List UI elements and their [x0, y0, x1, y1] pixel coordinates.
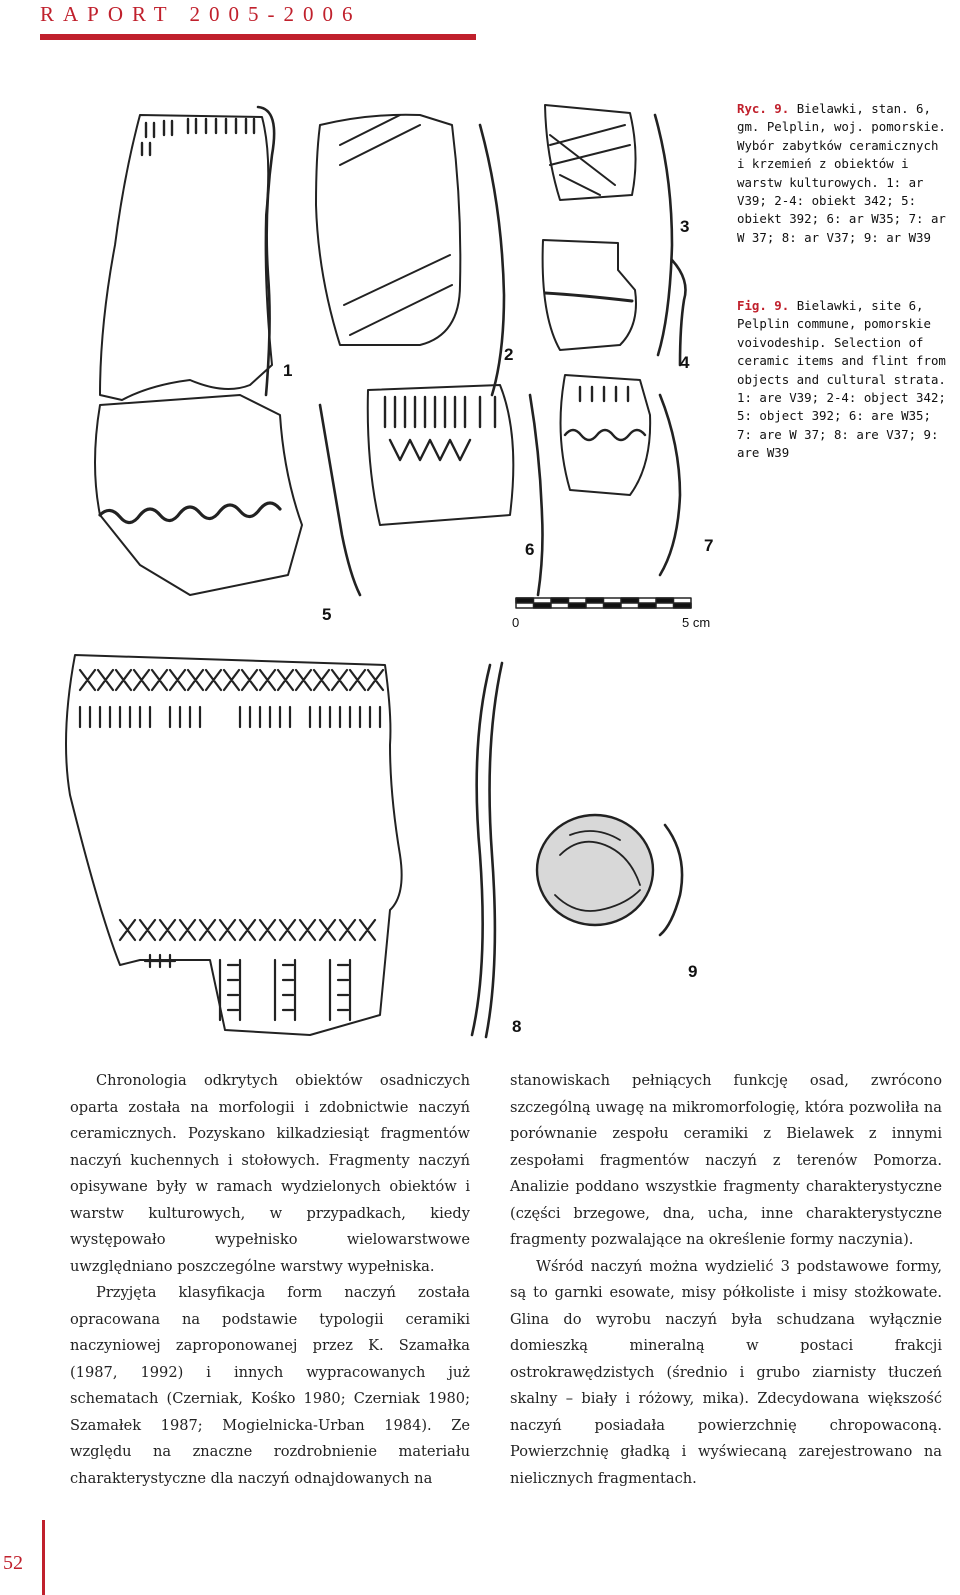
sherd-2-drawing: [316, 115, 504, 395]
figure-number-2: 2: [504, 345, 514, 364]
figure-number-1: 1: [283, 361, 293, 380]
caption-english-label: Fig. 9.: [737, 298, 790, 313]
sherd-3-drawing: [545, 105, 672, 355]
body-left-column: [70, 1068, 470, 1492]
sherd-4-drawing: [543, 240, 686, 365]
figure-number-6: 6: [525, 540, 535, 559]
body-right-column: [510, 1068, 942, 1492]
paragraph: Chronologia odkrytych obiektów osadniczych oparta została na morfologii i zdobnictwie naczyń ceramicznych. Pozyskano kilkadziesiąt fragmentów naczyń kuchennych i stołowych. Fragmenty naczyń opisywane były w ramach wydzielonych obiektów i warstw kulturowych, w przypadkach, kiedy występowało wypełnisko wielowarstwowe uwzględniano poszczególne warstwy wypełniska.: [70, 1072, 470, 1275]
figure-number-4: 4: [680, 353, 690, 372]
sherd-1-drawing: [100, 107, 274, 400]
sherd-7-drawing: [561, 375, 680, 575]
figure-number-5: 5: [322, 605, 332, 624]
scale-bar: [516, 598, 691, 608]
caption-english: [737, 297, 952, 463]
sherd-6-drawing: [368, 385, 543, 595]
figure-number-8: 8: [512, 1017, 522, 1036]
figure-number-9: 9: [688, 962, 698, 981]
paragraph: Przyjęta klasyfikacja form naczyń została opracowana na podstawie typologii ceramiki naczyniowej zaproponowanej przez K. Szamałka (1987, 1992) i innych wypracowanych już schematach (Czerniak, Kośko 1980; Czerniak 1980; Szamałek 1987; Mogielnicka-Urban 1984). Ze względu na znaczne rozdrobnienie materiału charakterystyczne dla naczyń odnajdowanych na: [70, 1284, 470, 1487]
header-rule: [40, 34, 476, 40]
figure-number-3: 3: [680, 217, 690, 236]
sherd-8-drawing: [66, 655, 502, 1037]
scale-end-label: 5 cm: [682, 615, 711, 630]
page-number-rule: [42, 1520, 45, 1595]
page-number: 52: [3, 1552, 23, 1574]
caption-english-text: Bielawki, site 6, Pelplin commune, pomorskie voivodeship. Selection of ceramic items and flint from objects and cultural strata. 1: are V39; 2-4: object 342; 5: object 392; 6: are W35; 7: are W 37; 8: are V37; 9: are W39: [737, 298, 946, 461]
running-header: RAPORT 2005-2006: [40, 2, 362, 26]
figure-number-7: 7: [704, 536, 714, 555]
scale-start-label: 0: [512, 615, 520, 630]
paragraph: stanowiskach pełniących funkcję osad, zwrócono szczególną uwagę na mikromorfologię, która pozwoliła na porównanie zespołu ceramiki z Bielawek z innymi zespołami fragmentów naczyń z terenów Pomorza. Analizie poddano wszystkie fragmenty charakterystyczne (części brzegowe, dna, ucha, inne charakterystyczne fragmenty pozwalające na określenie formy naczynia).: [510, 1072, 942, 1248]
sherd-5-drawing: [95, 395, 360, 595]
caption-polish: [737, 100, 952, 247]
paragraph: Wśród naczyń można wydzielić 3 podstawowe formy, są to garnki esowate, misy półkoliste i misy stożkowate. Glina do wyrobu naczyń była schudzana wyłącznie domieszką mineralną w postaci frakcji ostrokrawędzistych (średnio i grubo ziarnisty tłuczeń skalny – biały i różowy, mika). Zdecydowana większość naczyń posiadała powierzchnię chropowaconą. Powierzchnię gładką i wyświecaną zarejestrowano na nielicznych fragmentach.: [510, 1257, 942, 1487]
caption-polish-label: Ryc. 9.: [737, 101, 790, 116]
flint-9-drawing: [537, 815, 682, 935]
caption-polish-text: Bielawki, stan. 6, gm. Pelplin, woj. pomorskie. Wybór zabytków ceramicznych i krzemień z obiektów i warstw kulturowych. 1: ar V39; 2-4: obiekt 342; 5: obiekt 392; 6: ar W35; 7: ar W 37; 8: ar V37; 9: ar W39: [737, 101, 946, 245]
